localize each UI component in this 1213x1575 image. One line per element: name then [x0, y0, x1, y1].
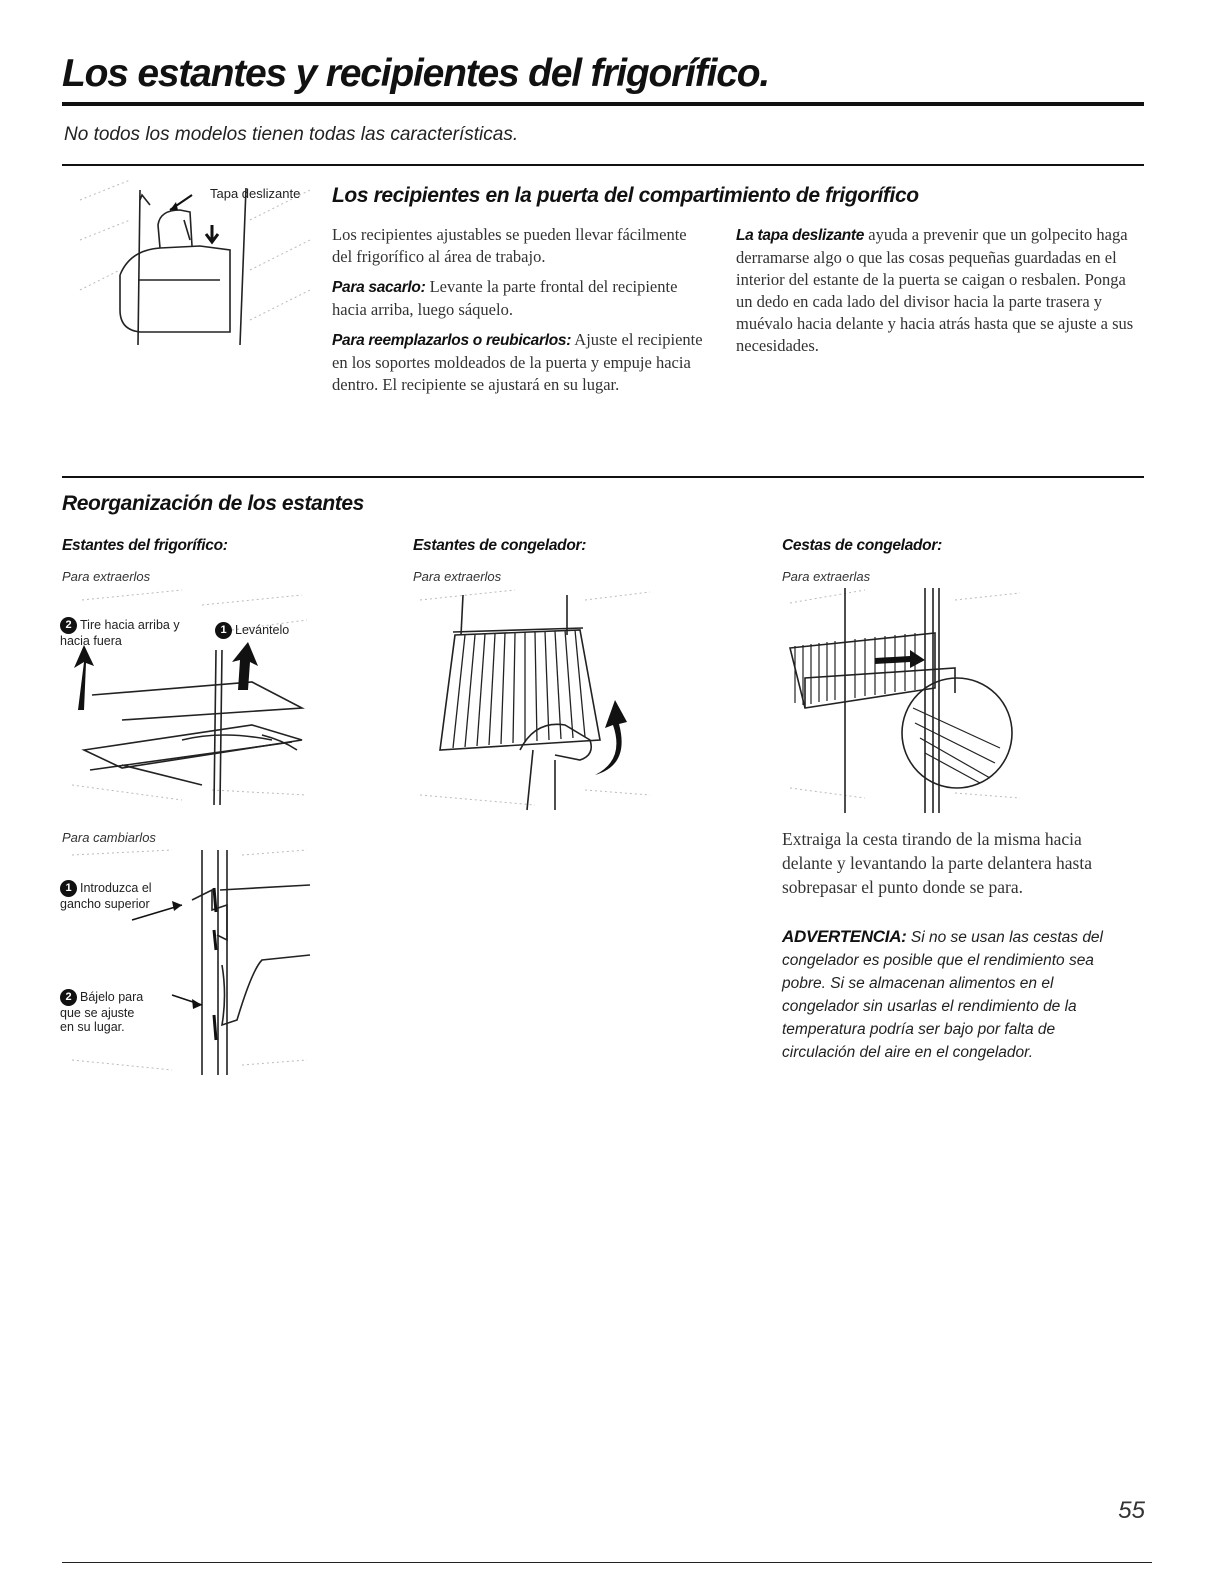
- fridge-step2-label: [60, 617, 195, 648]
- page-number: 55: [1118, 1497, 1145, 1524]
- remove-bin-paragraph: [332, 276, 707, 321]
- freezer-baskets-caption: Para extraerlas: [782, 569, 871, 584]
- replace-step2-label: [60, 989, 145, 1034]
- page-title: Los estantes y recipientes del frigorífico.: [62, 52, 769, 95]
- page-subtitle: No todos los modelos tienen todas las características.: [64, 124, 519, 145]
- door-bins-intro: Los recipientes ajustables se pueden llevar fácilmente del frigorífico al área de trabajo.: [332, 225, 687, 266]
- sliding-lid-paragraph: [736, 224, 1136, 357]
- replace-bin-paragraph: [332, 329, 707, 396]
- basket-instructions: Extraiga la cesta tirando de la misma hacia delante y levantando la parte delantera hasta sobrepasar el punto donde se para.: [782, 829, 1092, 897]
- title-rule: [62, 102, 1144, 106]
- section-rule: [62, 164, 1144, 166]
- freezer-shelves-title: Estantes de congelador:: [413, 537, 587, 554]
- step-1-icon: 1: [215, 622, 232, 639]
- replace-step2-text: Bájelo para que se ajuste en su lugar.: [60, 989, 144, 1034]
- fridge-remove-caption: Para extraerlos: [62, 569, 151, 584]
- remove-bin-lead: Para sacarlo:: [332, 279, 426, 296]
- fridge-step2-text: Tire hacia arriba y hacia fuera: [60, 617, 180, 648]
- basket-warning: [782, 925, 1132, 1064]
- fridge-step1-label: [215, 622, 289, 639]
- fridge-step1-text: Levántelo: [235, 622, 290, 637]
- step-1-icon: 1: [60, 880, 77, 897]
- section-rule-2: [62, 476, 1144, 478]
- fridge-shelves-title: Estantes del frigorífico:: [62, 537, 228, 554]
- fridge-replace-caption: Para cambiarlos: [62, 830, 156, 845]
- remove-bin-text: Levante la parte frontal del recipiente hacia arriba, luego sáquelo.: [332, 277, 678, 319]
- replace-bin-text: Ajuste el recipiente en los soportes moldeados de la puerta y empuje hacia dentro. El recipiente se ajustará en su lugar.: [332, 330, 703, 394]
- sliding-lid-text: ayuda a prevenir que un golpecito haga derramarse algo o que las cosas pequeñas guardadas en el interior del estante de la puerta se caigan o resbalen. Ponga un dedo en cada lado del divisor hacia la parte trasera y muévalo hacia delante y hacia atrás hasta que se ajuste a sus necesidades.: [736, 225, 1134, 355]
- freezer-shelves-caption: Para extraerlos: [413, 569, 502, 584]
- step-2-icon: 2: [60, 617, 77, 634]
- rearranging-heading: Reorganización de los estantes: [62, 492, 364, 515]
- warning-lead: ADVERTENCIA:: [782, 927, 907, 946]
- sliding-lid-label: Tapa deslizante: [210, 186, 301, 201]
- freezer-shelf-illustration: [415, 590, 655, 815]
- footer-rule: [62, 1562, 1152, 1563]
- door-bin-illustration: [80, 180, 310, 350]
- replace-step1-text: Introduzca el gancho superior: [60, 880, 152, 911]
- replace-bin-lead: Para reemplazarlos o reubicarlos:: [332, 332, 572, 349]
- freezer-baskets-title: Cestas de congelador:: [782, 537, 942, 554]
- sliding-lid-lead: La tapa deslizante: [736, 227, 865, 244]
- replace-step1-label: [60, 880, 155, 911]
- door-bins-left-column: [332, 224, 707, 404]
- freezer-basket-illustration: [785, 588, 1025, 813]
- door-bins-right-column: [736, 224, 1136, 365]
- door-bins-heading: Los recipientes en la puerta del compartimiento de frigorífico: [332, 184, 919, 207]
- warning-text: Si no se usan las cestas del congelador es posible que el rendimiento sea pobre. Si se almacenan alimentos en el congelador sin usarlas el rendimiento de la temperatura podría ser bajo por falta de circulación del aire en el congelador.: [782, 929, 1103, 1061]
- step-2-icon: 2: [60, 989, 77, 1006]
